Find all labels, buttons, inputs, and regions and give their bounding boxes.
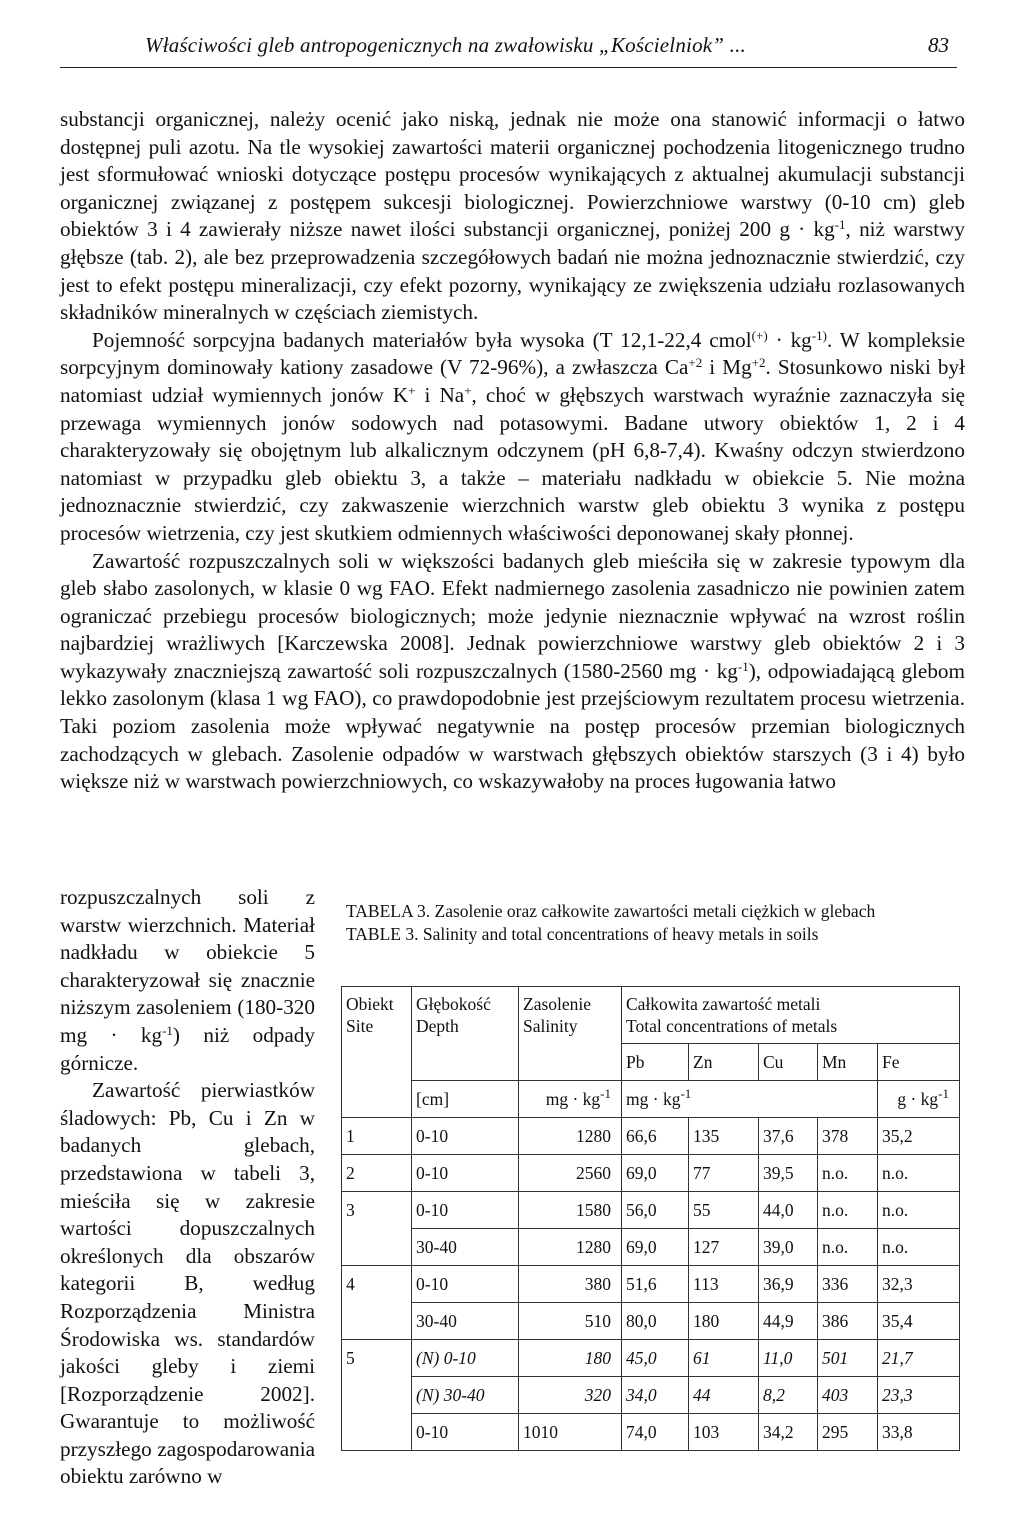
- table-row: 5 (N) 0-10 180 45,0 61 11,0 501 21,7: [342, 1340, 960, 1377]
- unit-metals: mg · $kg^{-1}$: [622, 1081, 878, 1118]
- table-row: 2 0-10 2560 69,0 77 39,5 n.o. n.o.: [342, 1155, 960, 1192]
- table-row: 1 0-10 1280 66,6 135 37,6 378 35,2: [342, 1118, 960, 1155]
- table-row: 0-10 1010 74,0 103 34,2 295 33,8: [342, 1414, 960, 1451]
- table-row: 30-40 510 80,0 180 44,9 386 35,4: [342, 1303, 960, 1340]
- table-units-row: [342, 1081, 960, 1118]
- data-table: [341, 986, 960, 1451]
- unit-salinity: mg · $kg^{-1}$: [519, 1081, 622, 1118]
- unit-depth: [cm]: [412, 1081, 519, 1118]
- table-row: 30-40 1280 69,0 127 39,0 n.o. n.o.: [342, 1229, 960, 1266]
- metal-zn: Zn: [689, 1044, 759, 1081]
- paragraph-3: Zawartość rozpuszczalnych soli w większości badanych gleb mieściła się w zakresie typowym dla gleb słabo zasolonych, w klasie 0 wg FAO. Efekt nadmiernego zasolenia zasadniczo nie powinien zatem ograniczać przebiegu procesów biologicznych; może jedynie nieznacznie wpływać na wzrost roślin najbardziej wrażliwych [Karczewska 2008]. Jednak powierzchniowe warstwy gleb obiektów 2 i 3 wykazywały znaczniejszą zawartość soli rozpuszczalnych (1580-2560 mg · $kg^{-1}$), odpowiadającą glebom lekko zasolonym (klasa 1 wg FAO), co prawdopodobnie jest przejściowym rezultatem procesu wietrzenia. Taki poziom zasolenia może wpływać negatywnie na postęp procesów przemian biologicznych zachodzących w glebach. Zasolenie odpadów w warstwach głębszych obiektów starszych (3 i 4) było większe niż w warstwach powierzchniowych, co wskazywałoby na proces ługowania łatwo: [60, 548, 965, 794]
- paragraph-2: Pojemność sorpcyjna badanych materiałów była wysoka (T 12,1-22,4 cmol(+) · $kg^{-1)}$. W kompleksie sorpcyjnym dominowały kationy zasadowe (V 72-96%), a zwłaszcza $Ca^{+2}$ i $Mg^{+2}$. Stosunkowo niski był natomiast udział wymiennych jonów K+ i Na+, choć w głębszych warstwach wyraźnie zaznaczyła się przewaga wymiennych jonów sodowych nad potasowymi. Badane utwory obiektów 1, 2 i 4 charakteryzowały się obojętnym lub alkalicznym odczynem (pH 6,8-7,4). Kwaśny odczyn stwierdzono natomiast w przypadku gleb obiektu 3, a także – materiału nadkładu w obiekcie 5. Nie można jednoznacznie stwierdzić, czy zakwaszenie wierzchnich warstw gleb obiektu 3 wynika z postępu procesów wietrzenia, czy jest skutkiem odmiennych właściwości deponowanej skały płonnej.: [60, 327, 965, 545]
- table-row: (N) 30-40 320 34,0 44 8,2 403 23,3: [342, 1377, 960, 1414]
- table-row: 4 0-10 380 51,6 113 36,9 336 32,3: [342, 1266, 960, 1303]
- table-row: 3 0-10 1580 56,0 55 44,0 n.o. n.o.: [342, 1192, 960, 1229]
- main-text: [60, 106, 965, 796]
- table-caption-en: TABLE 3. Salinity and total concentrations of heavy metals in soils: [346, 923, 819, 944]
- metal-pb: Pb: [622, 1044, 689, 1081]
- header-depth: Głębokość Depth: [412, 987, 519, 1044]
- running-title: Właściwości gleb antropogenicznych na zwałowisku „Kościelniok” ...: [145, 33, 746, 57]
- page-number: 83: [928, 33, 949, 57]
- header-metals: Całkowita zawartość metali Total concentrations of metals: [622, 987, 960, 1044]
- paragraph-1: substancji organicznej, należy ocenić jako niską, jednak nie może ona stanowić informacji o łatwo dostępnej puli azotu. Na tle wysokiej zawartości materii organicznej pochodzenia litogenicznego trudno jest sformułować wnioski dotyczące postępu procesów wynikających z aktualnej akumulacji substancji organicznej związanej z postępem sukcesji biologicznej. Powierzchniowe warstwy (0-10 cm) gleb obiektów 3 i 4 zawierały niższe nawet ilości substancji organicznej, poniżej 200 $g \cdot kg^{-1}$, niż warstwy głębsze (tab. 2), ale bez przeprowadzenia szczegółowych badań nie można jednoznacznie stwierdzić, czy jest to efekt postępu mineralizacji, czy efekt pozorny, wynikający ze zwiększenia udziału rozlasowanych składników mineralnych w częściach ziemistych.: [60, 107, 966, 325]
- table-header-row: [342, 987, 960, 1044]
- running-header: [60, 33, 957, 68]
- paragraph-4: rozpuszczalnych soli z warstw wierzchnich. Materiał nadkładu w obiekcie 5 charakteryzował się znacznie niższym zasoleniem (180-320 mg · $kg^{-1}$) niż odpady górnicze.: [60, 885, 315, 1075]
- unit-fe: $g \cdot kg^{-1}$: [878, 1081, 960, 1118]
- table-metals-row: [342, 1044, 960, 1081]
- metal-fe: Fe: [878, 1044, 960, 1081]
- left-column-text: [60, 884, 315, 1491]
- metal-mn: Mn: [818, 1044, 878, 1081]
- header-site: Obiekt Site: [342, 987, 412, 1044]
- paragraph-5: Zawartość pierwiastków śladowych: Pb, Cu i Zn w badanych glebach, przedstawiona w tabeli 3, mieściła się w zakresie wartości dopuszczalnych określonych dla obszarów kategorii B, według Rozporządzenia Ministra Środowiska ws. standardów jakości gleby i ziemi [Rozporządzenie 2002]. Gwarantuje to możliwość przyszłego zagospodarowania obiektu zarówno w: [60, 1078, 315, 1489]
- table-caption: [346, 900, 946, 946]
- header-salinity: Zasolenie Salinity: [519, 987, 622, 1044]
- metal-cu: Cu: [759, 1044, 818, 1081]
- table-caption-pl: TABELA 3. Zasolenie oraz całkowite zawartości metali ciężkich w glebach: [346, 901, 876, 921]
